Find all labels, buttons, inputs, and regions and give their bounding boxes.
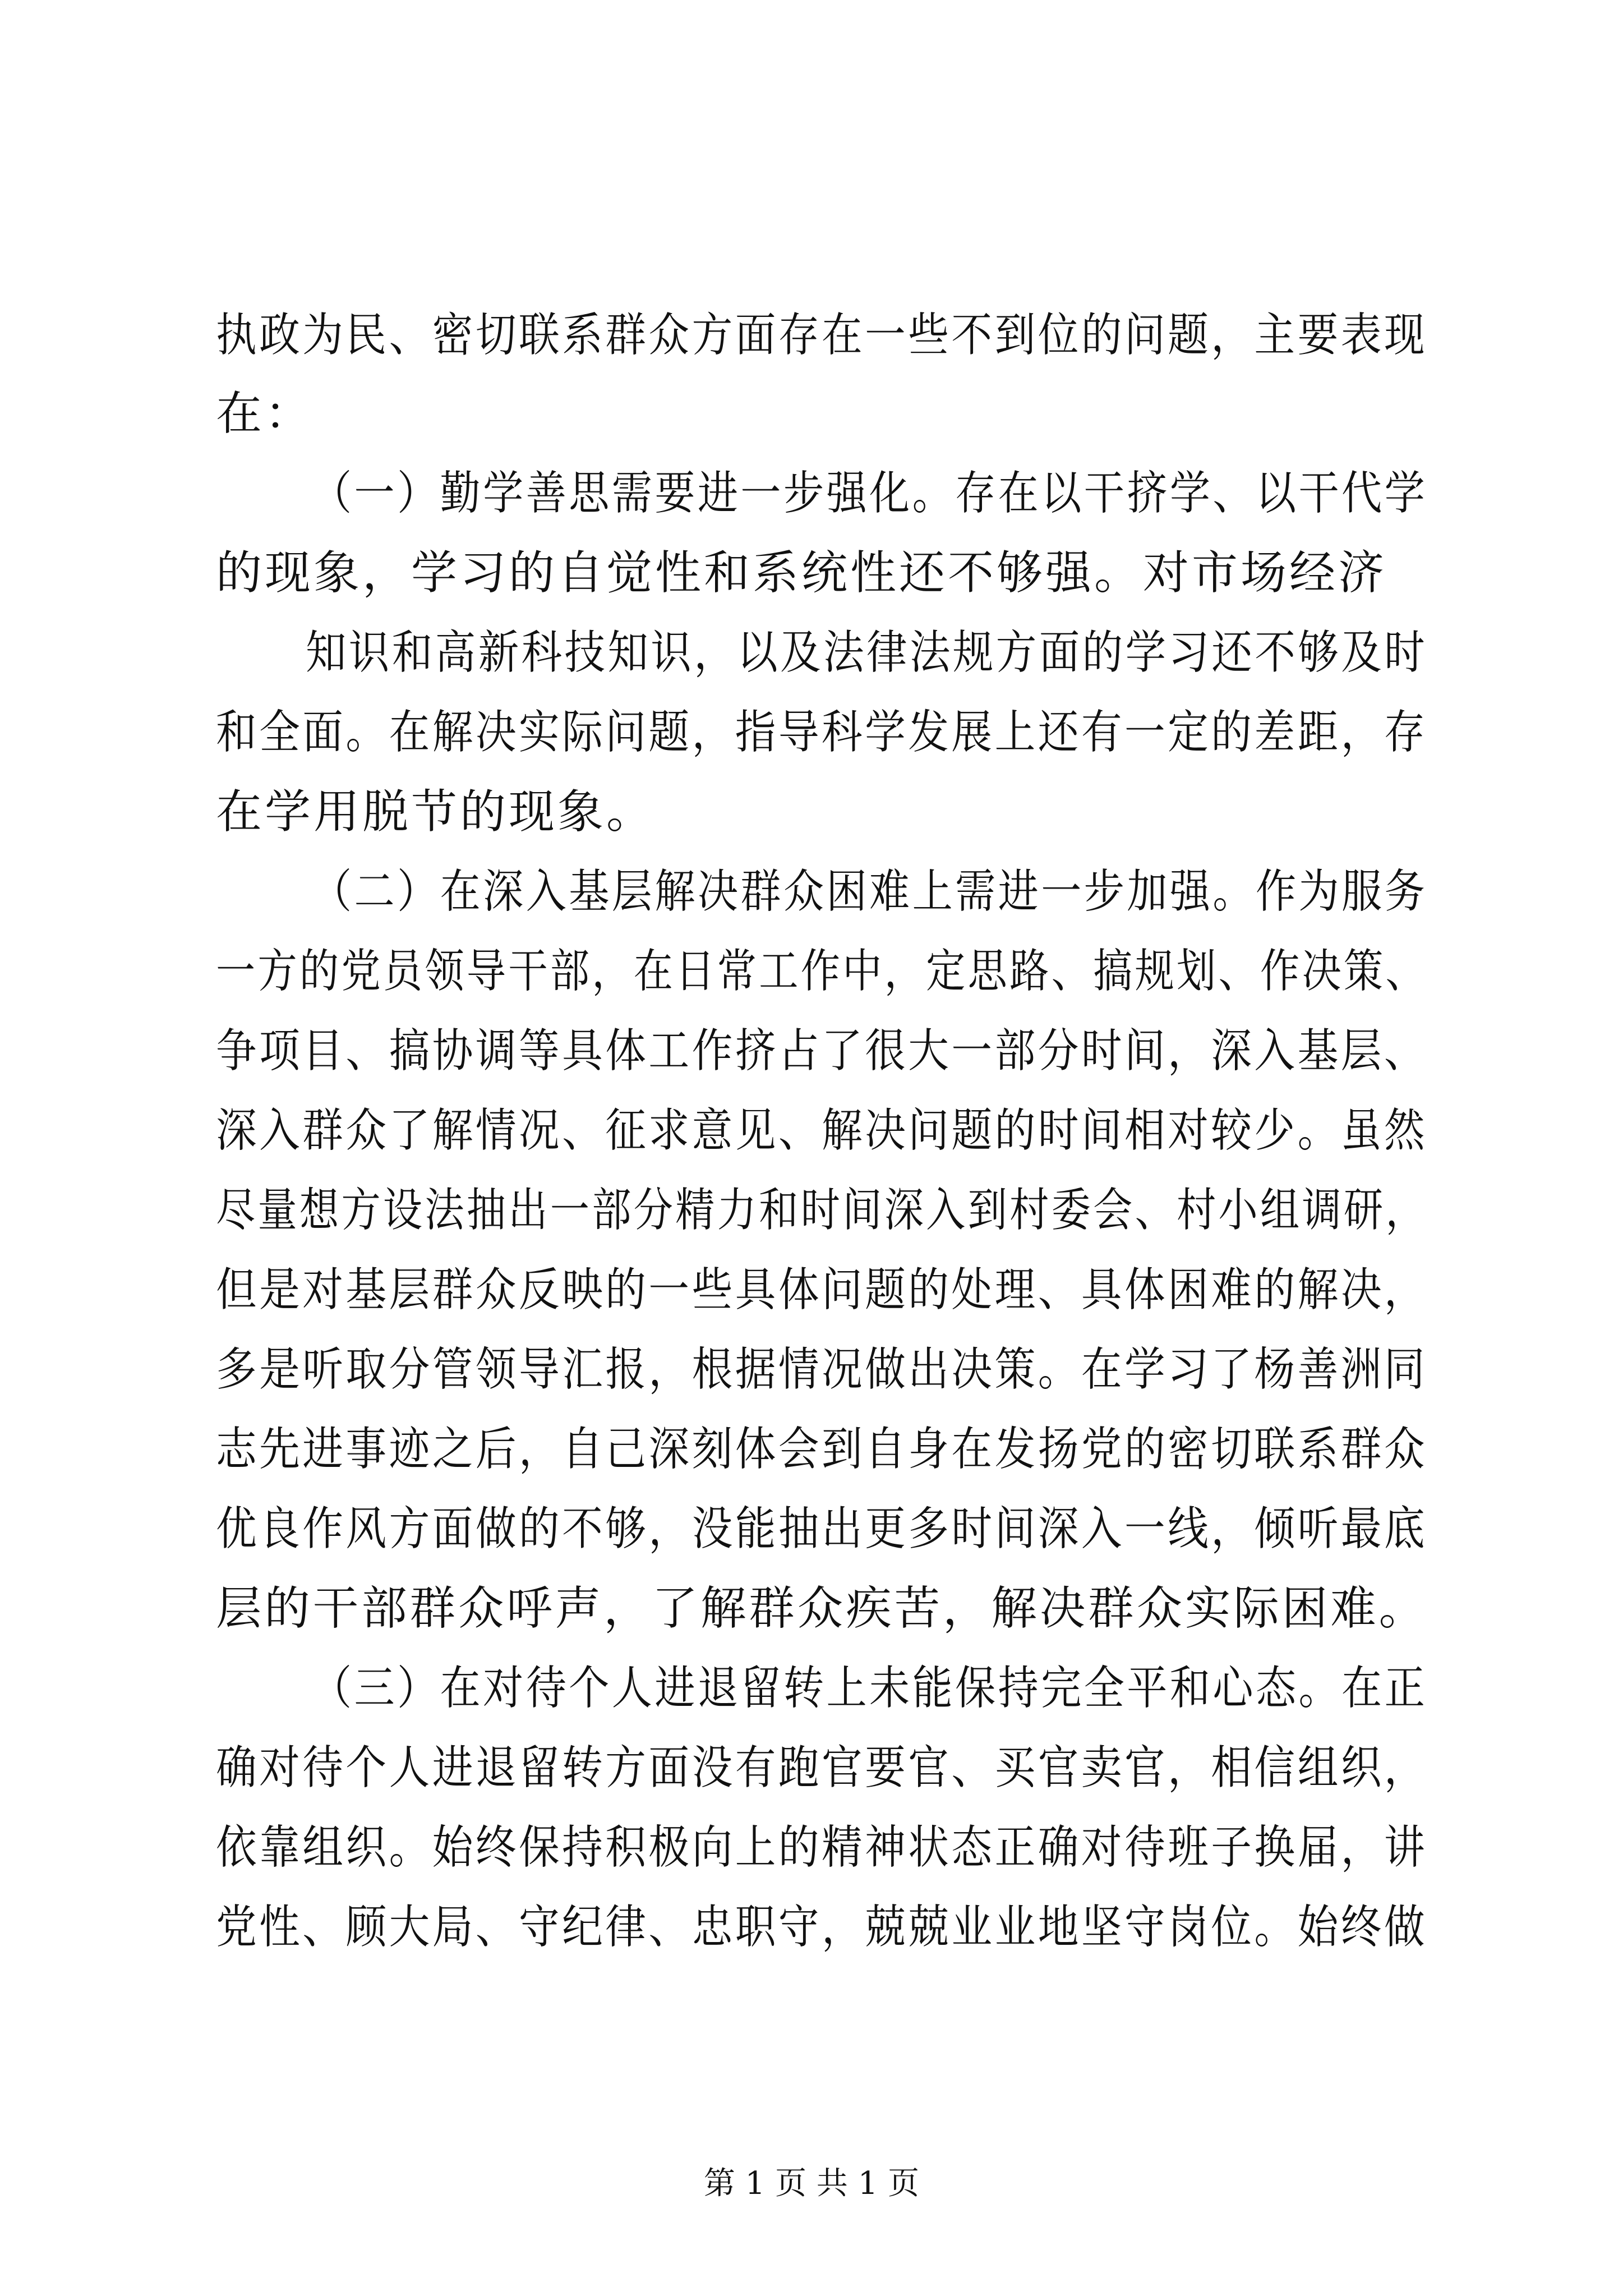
body-line: 但是对基层群众反映的一些具体问题的处理、具体困难的解决，: [216, 1263, 1428, 1317]
body-line: 争项目、搞协调等具体工作挤占了很大一部分时间，深入基层、: [216, 1024, 1428, 1078]
body-line: 深入群众了解情况、征求意见、解决问题的时间相对较少。虽然: [216, 1104, 1428, 1157]
body-line: 尽量想方设法抽出一部分精力和时间深入到村委会、村小组调研，: [216, 1184, 1427, 1237]
body-line: 依靠组织。始终保持积极向上的精神状态正确对待班子换届，讲: [216, 1821, 1428, 1874]
body-line: 层的干部群众呼声，了解群众疾苦，解决群众实际困难。: [216, 1582, 1428, 1635]
body-line: 党性、顾大局、守纪律、忠职守，兢兢业业地坚守岗位。始终做: [216, 1901, 1428, 1954]
body-line: 在：: [216, 387, 314, 440]
body-line: 优良作风方面做的不够，没能抽出更多时间深入一线，倾听最底: [216, 1502, 1428, 1556]
body-line: 一方的党员领导干部，在日常工作中，定思路、搞规划、作决策、: [216, 945, 1427, 998]
body-line: 确对待个人进退留转方面没有跑官要官、买官卖官，相信组织，: [216, 1741, 1428, 1795]
body-line: 多是听取分管领导汇报，根据情况做出决策。在学习了杨善洲同: [216, 1343, 1428, 1396]
section-heading-3: （三）在对待个人进退留转上未能保持完全平和心态。在正: [311, 1662, 1428, 1715]
body-line: 执政为民、密切联系群众方面存在一些不到位的问题，主要表现: [216, 309, 1428, 362]
body-line: 知识和高新科技知识，以及法律法规方面的学习还不够及时: [306, 626, 1428, 679]
body-line: 和全面。在解决实际问题，指导科学发展上还有一定的差距，存: [216, 706, 1428, 759]
body-line: 在学用脱节的现象。: [216, 785, 656, 839]
body-line: 的现象，学习的自觉性和系统性还不够强。对市场经济: [216, 546, 1387, 600]
section-heading-1: （一）勤学善思需要进一步强化。存在以干挤学、以干代学: [311, 467, 1428, 520]
page-number-footer: 第 1 页 共 1 页: [703, 2165, 920, 2202]
section-heading-2: （二）在深入基层解决群众困难上需进一步加强。作为服务: [311, 865, 1428, 918]
body-line: 志先进事迹之后，自己深刻体会到自身在发扬党的密切联系群众: [216, 1423, 1428, 1476]
